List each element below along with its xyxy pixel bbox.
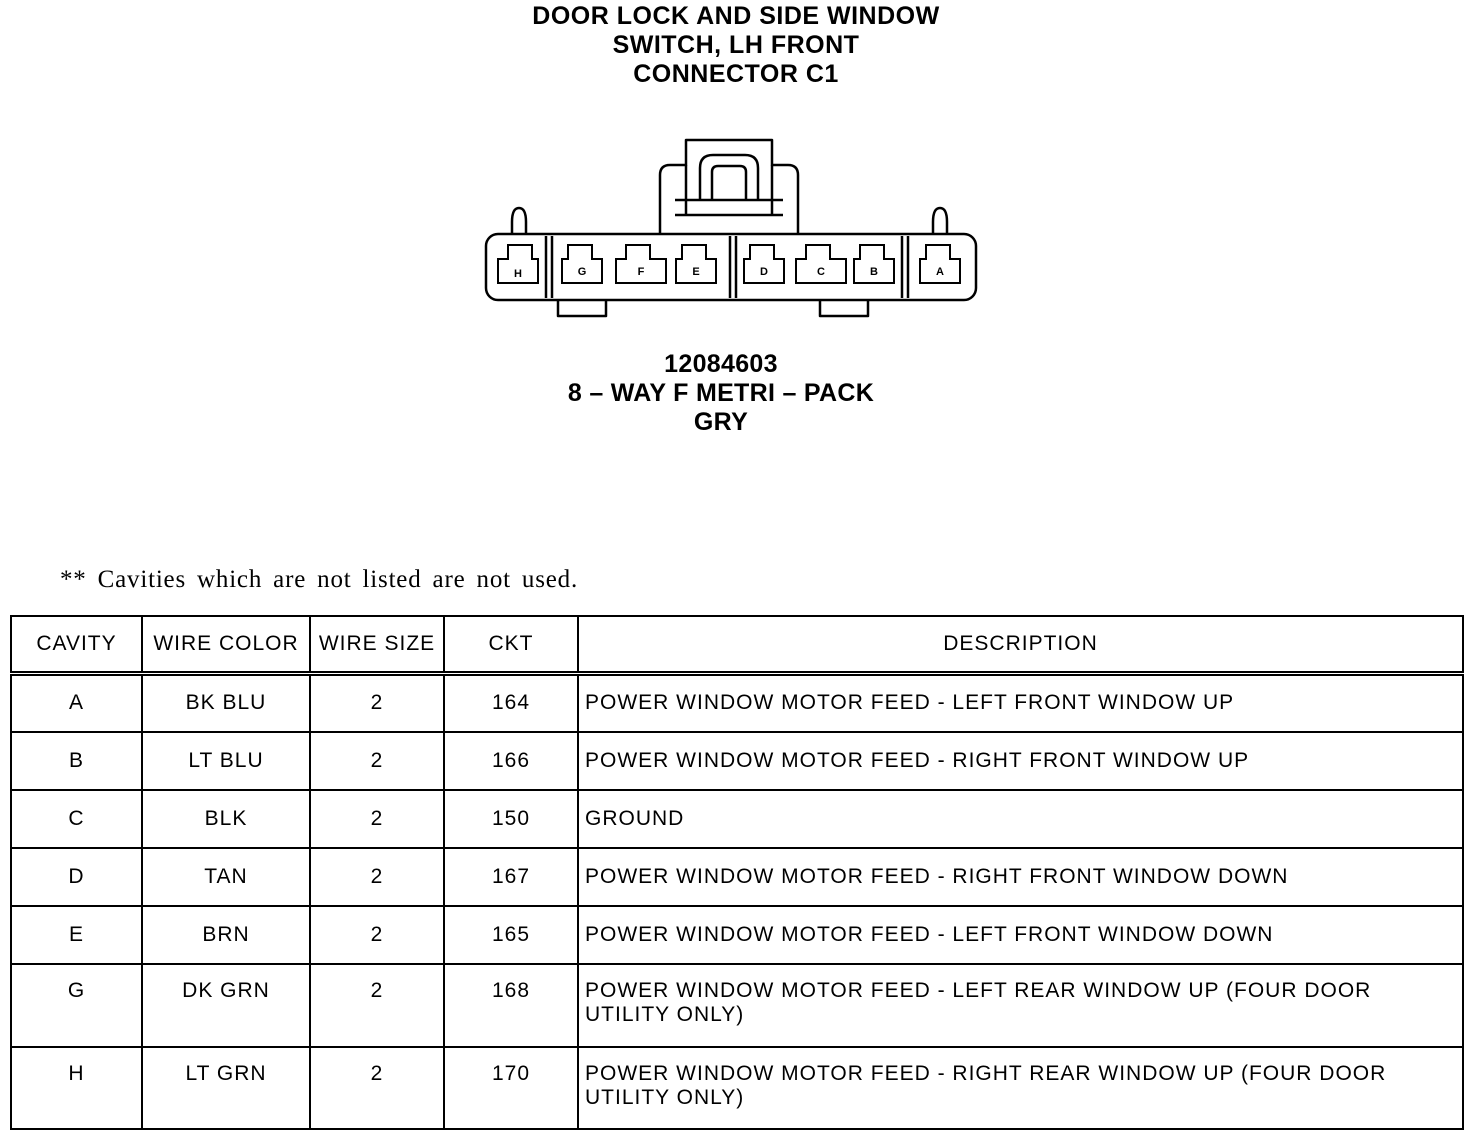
cell-ckt: 166: [444, 732, 578, 790]
cell-wire-size: 2: [310, 906, 444, 964]
cell-cavity: D: [11, 848, 142, 906]
header-cavity: CAVITY: [11, 616, 142, 674]
cell-cavity: A: [11, 674, 142, 732]
cavity-label-d: D: [760, 266, 768, 278]
cell-wire-color: TAN: [142, 848, 310, 906]
latch-inner: [675, 165, 783, 215]
cell-wire-size: 2: [310, 964, 444, 1046]
title-line-1: DOOR LOCK AND SIDE WINDOW: [532, 2, 940, 30]
table-row: [11, 674, 1463, 732]
title-line-2: SWITCH, LH FRONT: [612, 31, 860, 59]
cavity-label-a: A: [936, 266, 944, 278]
bottom-tab-right: [820, 300, 868, 316]
cell-description: GROUND: [578, 790, 1463, 848]
cavity-label-g: G: [577, 266, 587, 278]
header-ckt: CKT: [444, 616, 578, 674]
divider-3: [902, 236, 908, 298]
table-row: [11, 964, 1463, 1046]
cell-ckt: 168: [444, 964, 578, 1046]
cell-ckt: 170: [444, 1047, 578, 1129]
cell-wire-color: BK BLU: [142, 674, 310, 732]
table-row: [11, 732, 1463, 790]
connector-type: 8 – WAY F METRI – PACK: [567, 379, 875, 407]
cell-wire-size: 2: [310, 674, 444, 732]
latch-lever: [700, 155, 758, 200]
cell-wire-color: BLK: [142, 790, 310, 848]
cell-wire-size: 2: [310, 848, 444, 906]
cell-wire-color: LT GRN: [142, 1047, 310, 1129]
table-row: [11, 790, 1463, 848]
connector-part-info: [0, 350, 1442, 437]
cell-wire-size: 2: [310, 790, 444, 848]
cell-cavity: G: [11, 964, 142, 1046]
connector-diagram: [0, 0, 1472, 340]
cell-ckt: 164: [444, 674, 578, 732]
left-peg: [512, 208, 526, 235]
header-description: DESCRIPTION: [578, 616, 1463, 674]
header-wire-size: WIRE SIZE: [310, 616, 444, 674]
cell-ckt: 167: [444, 848, 578, 906]
divider-2: [730, 236, 736, 298]
cell-cavity: C: [11, 790, 142, 848]
cell-description: POWER WINDOW MOTOR FEED - RIGHT FRONT WINDOW UP: [578, 732, 1463, 790]
cell-cavity: H: [11, 1047, 142, 1129]
cell-wire-color: BRN: [142, 906, 310, 964]
cell-description: POWER WINDOW MOTOR FEED - RIGHT REAR WINDOW UP (FOUR DOOR UTILITY ONLY): [578, 1047, 1463, 1129]
cavity-label-f: F: [637, 266, 645, 278]
cell-ckt: 150: [444, 790, 578, 848]
title-line-3: CONNECTOR C1: [633, 60, 839, 88]
cell-wire-size: 2: [310, 732, 444, 790]
cavity-label-e: E: [692, 266, 700, 278]
table-row: [11, 906, 1463, 964]
table-header-row: [11, 616, 1463, 674]
cavity-label-h: H: [514, 268, 522, 280]
cell-ckt: 165: [444, 906, 578, 964]
header-wire-color: WIRE COLOR: [142, 616, 310, 674]
cavity-table: [10, 615, 1464, 1130]
unused-cavities-note: ** Cavities which are not listed are not used.: [60, 566, 578, 593]
table-row: [11, 1047, 1463, 1129]
cell-description: POWER WINDOW MOTOR FEED - RIGHT FRONT WINDOW DOWN: [578, 848, 1463, 906]
cell-cavity: B: [11, 732, 142, 790]
cell-wire-color: LT BLU: [142, 732, 310, 790]
connector-color: GRY: [693, 408, 749, 436]
cell-description: POWER WINDOW MOTOR FEED - LEFT REAR WINDOW UP (FOUR DOOR UTILITY ONLY): [578, 964, 1463, 1046]
cell-description: POWER WINDOW MOTOR FEED - LEFT FRONT WINDOW UP: [578, 674, 1463, 732]
cell-wire-size: 2: [310, 1047, 444, 1129]
cavity-label-b: B: [870, 266, 878, 278]
cavity-label-c: C: [817, 266, 825, 278]
bottom-tab-left: [558, 300, 606, 316]
cell-cavity: E: [11, 906, 142, 964]
divider-1: [546, 236, 552, 298]
cell-wire-color: DK GRN: [142, 964, 310, 1046]
part-number: 12084603: [664, 350, 778, 378]
cell-description: POWER WINDOW MOTOR FEED - LEFT FRONT WINDOW DOWN: [578, 906, 1463, 964]
right-peg: [933, 208, 947, 235]
table-row: [11, 848, 1463, 906]
